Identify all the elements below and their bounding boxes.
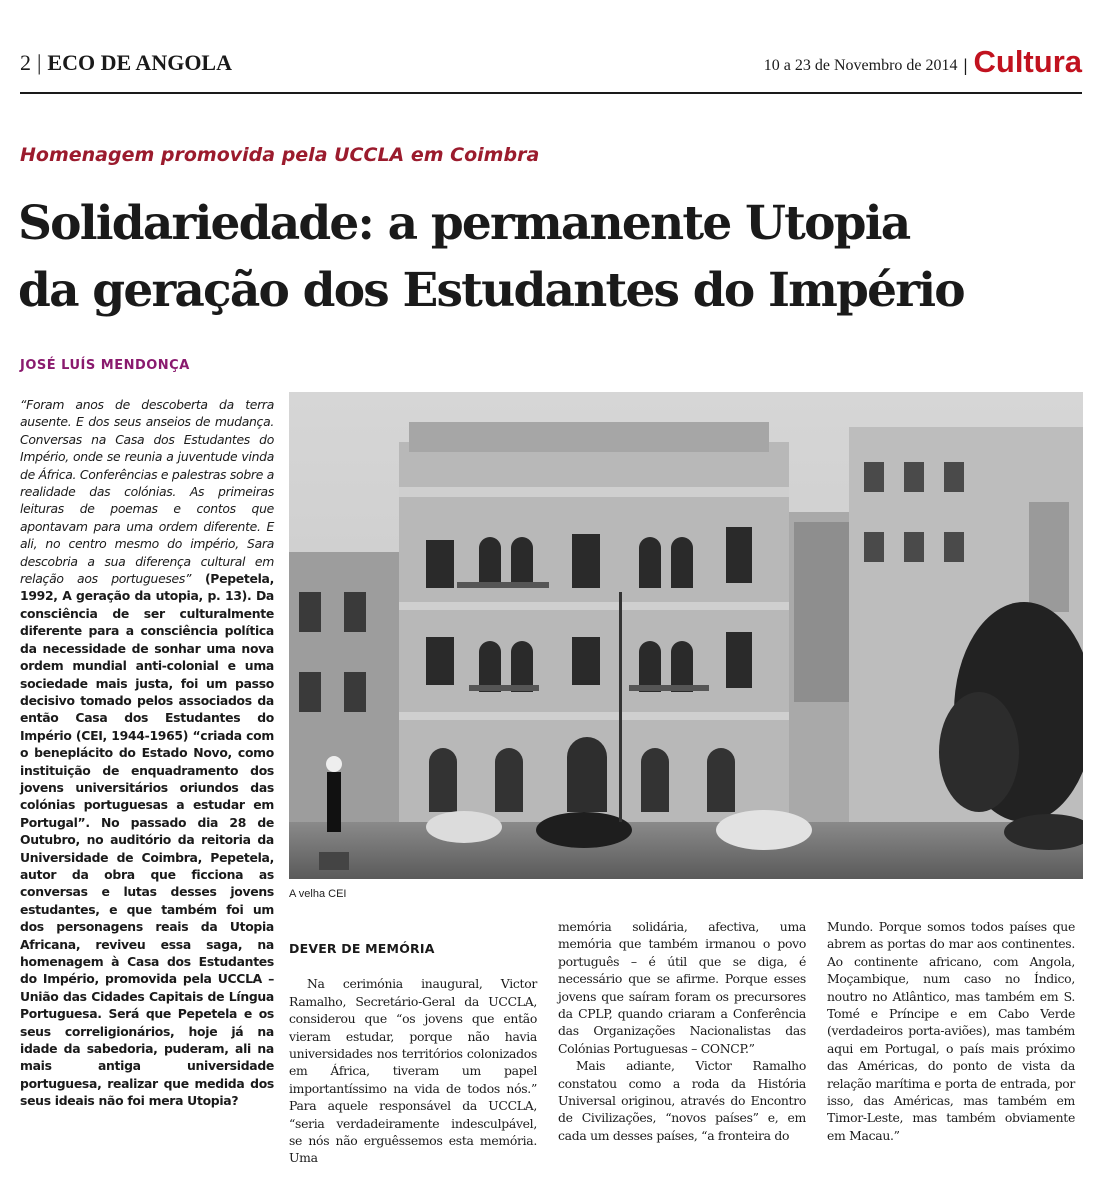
intro-column	[20, 396, 274, 1196]
paragraph: Mais adiante, Victor Ramalho constatou como a roda da História Universal originou, através do Encontro de Civilizações, “novos países” e, em cada um desses países, “a fronteira do	[558, 1058, 806, 1143]
intro-body: (Pepetela, 1992, A geração da utopia, p. 13). Da consciência de ser culturalmente diferente para a consciência política da necessidade de sonhar uma nova ordem mundial anti-colonial e uma sociedade mais justa, foi um passo decisivo tomado pelos associados da então Casa dos Estudantes do Império (CEI, 1944-1965) “criada com o beneplácito do Estado Novo, como instituição de enquadramento dos jovens universitários oriundos das colónias portuguesas a estudar em Portugal”. No passado dia 28 de Outubro, no auditório da reitoria da Universidade de Coimbra, Pepetela, autor da obra que ficciona as conversas e lutas desses jovens estudantes, e que também foi um dos personagens reais da Utopia Africana, reviveu essa saga, na homenagem à Casa dos Estudantes do Império, promovida pela UCCLA – União das Cidades Capitais de Língua Portuguesa. Será que Pepetela e os seus correligionários, hoje já na idade da sabedoria, puderam, ali na mais antiga universidade portuguesa, realizar que medida dos seus ideais não foi mera Utopia?	[20, 571, 275, 1109]
paragraph: Na cerimónia inaugural, Victor Ramalho, Secretário-Geral da UCCLA, considerou que “os jovens que então vieram estudar, porque não havia universidades nos territórios colonizados em África, tiveram um papel importantíssimo na vida de todos nós.” Para aquele responsável da UCCLA, “seria verdadeiramente indesculpável, se nós não erguêssemos esta memória. Uma	[289, 976, 537, 1166]
masthead	[20, 50, 232, 76]
page-header	[20, 44, 1082, 88]
article-kicker: Homenagem promovida pela UCCLA em Coimbra	[20, 144, 540, 166]
body-column-3	[827, 918, 1075, 1194]
body-column-2	[558, 918, 806, 1194]
article-headline	[18, 190, 1088, 324]
headline-line-1: Solidariedade: a permanente Utopia	[18, 196, 910, 251]
building-photo	[289, 392, 1083, 879]
paragraph: Mundo. Porque somos todos países que abrem as portas do mar aos continentes. Ao continente africano, com Angola, Moçambique, num caso no Índico, noutro no Atlântico, mas também em S. Tomé e Príncipe e em Cabo Verde (verdadeiros porta-aviões), mas também aqui em Portugal, o país mais próximo das Américas, do ponto de vista da relação marítima e porta de entrada, por isso, das Américas, mas também em Timor-Leste, mas também obviamente em Macau.”	[827, 919, 1075, 1143]
header-rule	[20, 92, 1082, 94]
body-column-1	[289, 918, 537, 1194]
publication-name: ECO DE ANGOLA	[47, 50, 232, 75]
photo-caption: A velha CEI	[289, 888, 347, 900]
header-separator: |	[37, 50, 42, 75]
intro-quote: “Foram anos de descoberta da terra ausente. E dos seus anseios de mudança. Conversas na Casa dos Estudantes do Império, onde se reunia a juventude vinda de África. Conferências e palestras sobre a realidade das colónias. As primeiras leituras de poemas e contos que apontavam para uma ordem diferente. E ali, no centro mesmo do império, Sara descobria a sua diferença cultural em relação aos portugueses”	[20, 397, 274, 587]
page-number: 2	[20, 50, 31, 75]
headline-line-2: da geração dos Estudantes do Império	[18, 263, 964, 318]
header-right	[764, 44, 1082, 80]
article-byline: JOSÉ LUÍS MENDONÇA	[20, 358, 190, 373]
section-subhead: DEVER DE MEMÓRIA	[289, 941, 435, 956]
issue-date: 10 a 23 de Novembro de 2014	[763, 57, 958, 74]
section-name: Cultura	[973, 44, 1082, 79]
section-separator: |	[963, 55, 968, 75]
paragraph: memória solidária, afectiva, uma memória que também irmanou o povo português – é útil que se diga, é necessário que se afirme. Porque esses jovens que saíram foram os precursores da CPLP, quando criaram a Conferência das Organizações Nacionalistas das Colónias Portuguesas – CONCP.”	[558, 919, 806, 1056]
